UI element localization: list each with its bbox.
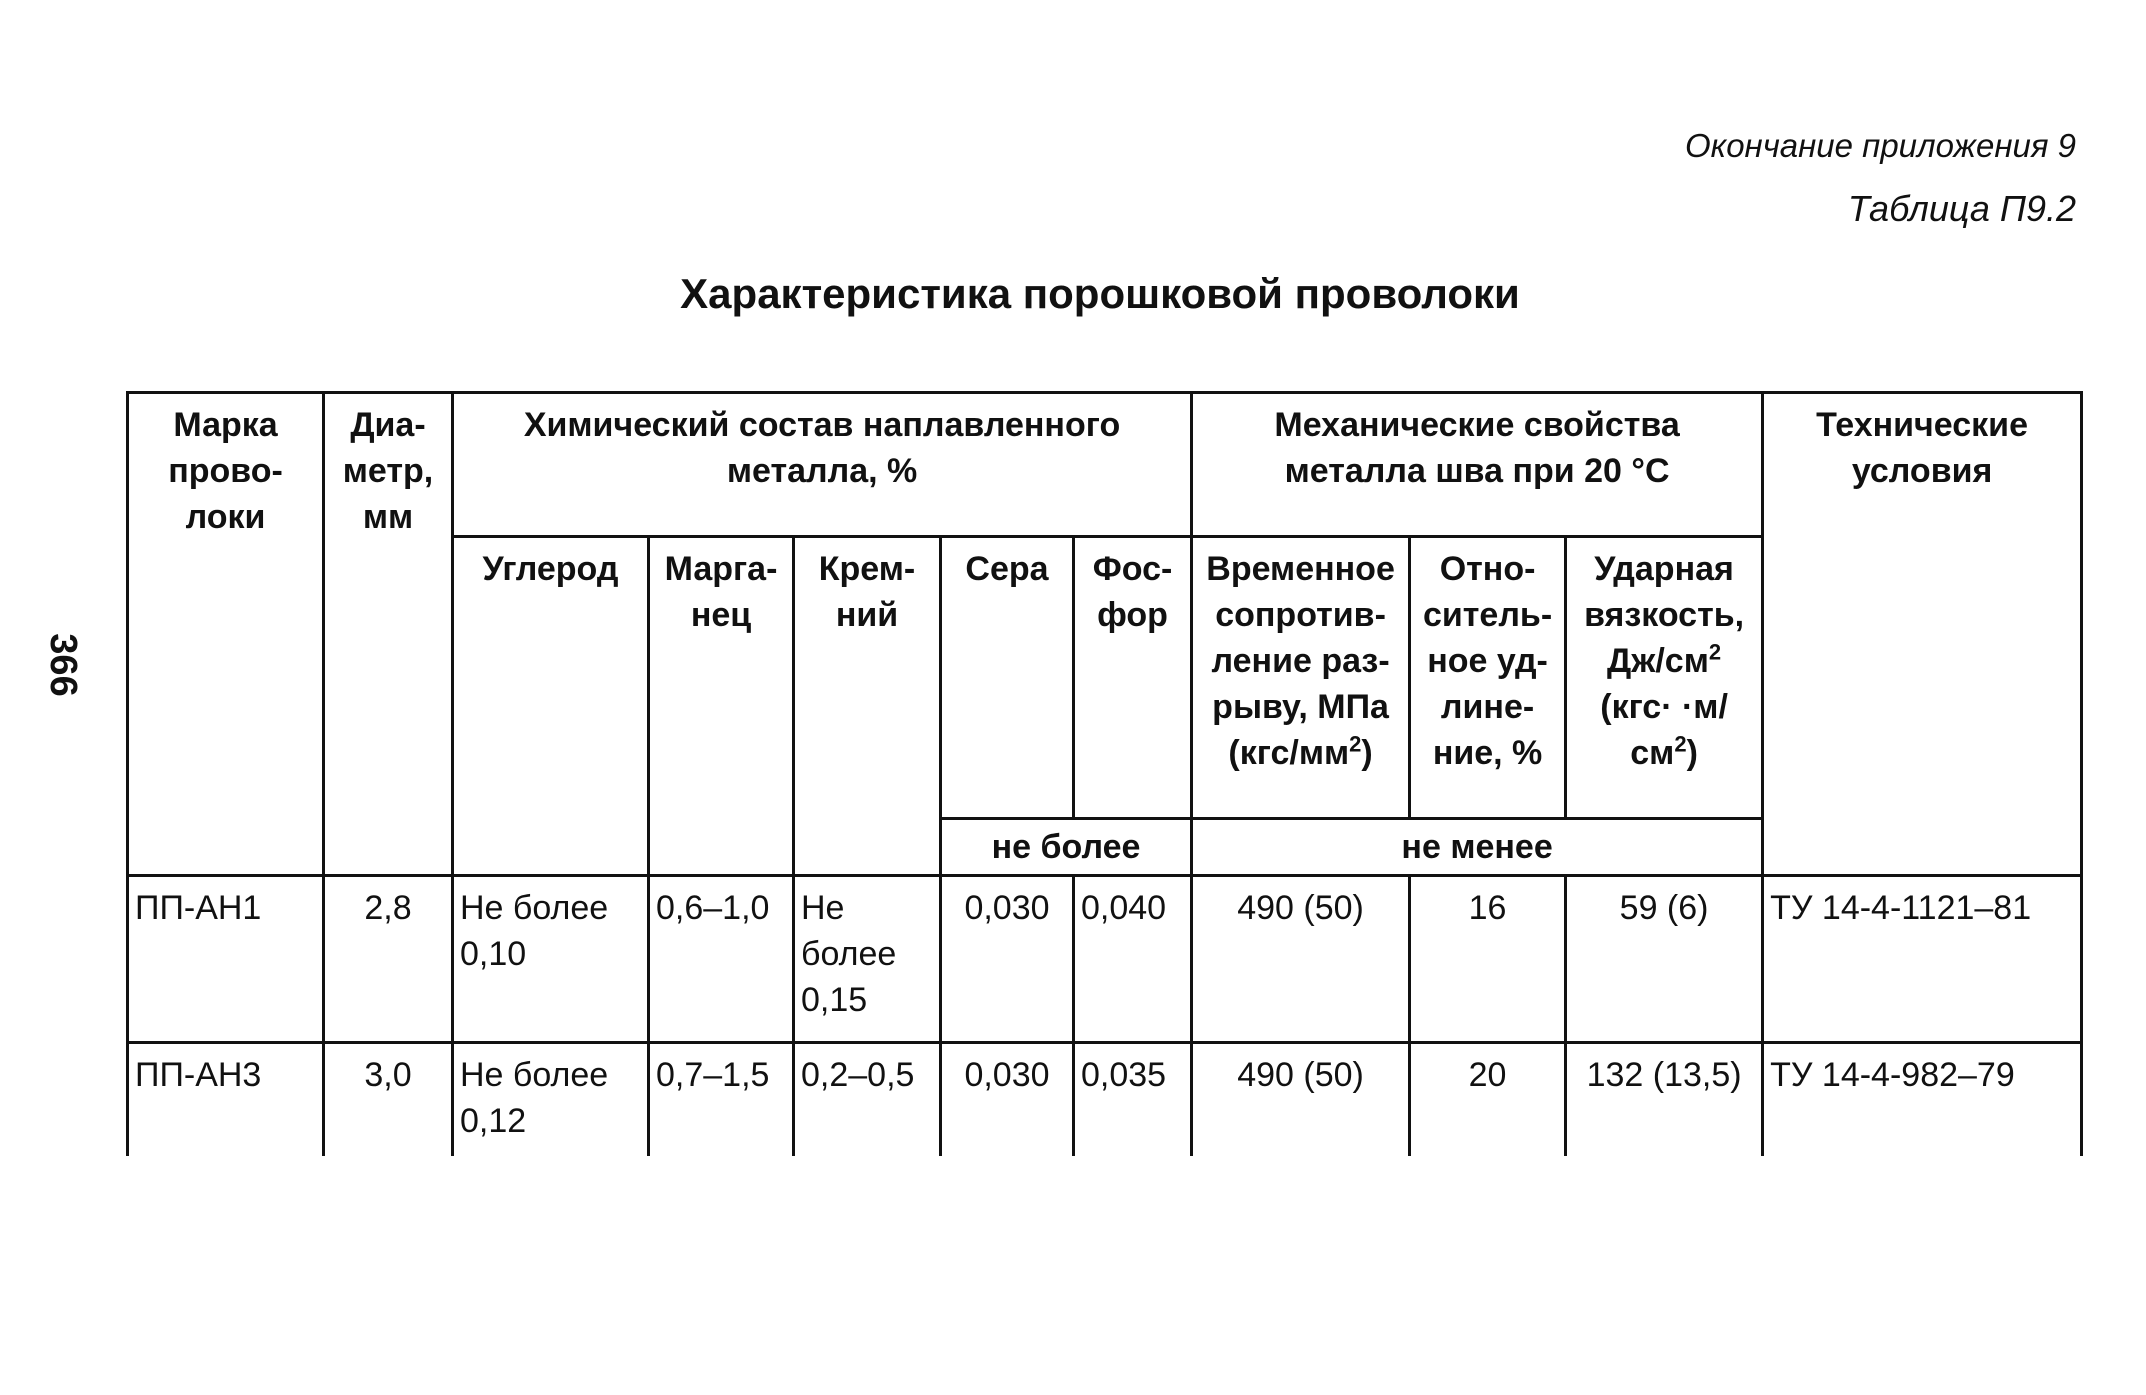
header-carbon: Углерод bbox=[453, 537, 649, 876]
cell-sulfur: 0,030 bbox=[941, 876, 1074, 1043]
header-mark: Марка прово-локи bbox=[128, 393, 324, 876]
cell-impact: 132 (13,5) bbox=[1566, 1043, 1763, 1157]
tensile-superscript: 2 bbox=[1349, 731, 1362, 757]
tensile-label-end: ) bbox=[1361, 734, 1373, 772]
cell-carbon: Не более 0,10 bbox=[453, 876, 649, 1043]
impact-label-end: ) bbox=[1686, 734, 1698, 772]
cell-manganese: 0,7–1,5 bbox=[649, 1043, 794, 1157]
cell-carbon: Не более 0,12 bbox=[453, 1043, 649, 1157]
impact-superscript-1: 2 bbox=[1708, 639, 1722, 665]
header-phosphorus: Фос-фор bbox=[1074, 537, 1192, 819]
header-manganese: Марга-нец bbox=[649, 537, 794, 876]
cell-manganese: 0,6–1,0 bbox=[649, 876, 794, 1043]
header-technical-conditions: Технические условия bbox=[1763, 393, 2082, 876]
header-not-less: не менее bbox=[1192, 819, 1763, 876]
header-tensile-strength bbox=[1192, 537, 1410, 819]
cell-tensile: 490 (50) bbox=[1192, 876, 1410, 1043]
header-chemical-composition: Химический состав наплавленного металла, % bbox=[453, 393, 1192, 537]
cell-mark: ПП-АН3 bbox=[128, 1043, 324, 1157]
cell-diameter: 3,0 bbox=[324, 1043, 453, 1157]
cell-silicon: Не более 0,15 bbox=[794, 876, 941, 1043]
table-row bbox=[128, 876, 2082, 1043]
cell-tech: ТУ 14-4-1121–81 bbox=[1763, 876, 2082, 1043]
impact-label: Ударная вязкость, Дж/см bbox=[1584, 550, 1745, 680]
cell-sulfur: 0,030 bbox=[941, 1043, 1074, 1157]
cell-mark: ПП-АН1 bbox=[128, 876, 324, 1043]
cell-elongation: 16 bbox=[1410, 876, 1566, 1043]
cell-silicon: 0,2–0,5 bbox=[794, 1043, 941, 1157]
table-row bbox=[128, 1043, 2082, 1157]
cell-elongation: 20 bbox=[1410, 1043, 1566, 1157]
header-impact-strength bbox=[1566, 537, 1763, 819]
table-number: Таблица П9.2 bbox=[1847, 188, 2076, 229]
page-number: 366 bbox=[42, 633, 84, 697]
header-elongation: Отно-ситель-ное уд-лине-ние, % bbox=[1410, 537, 1566, 819]
wire-characteristics-table bbox=[126, 391, 2083, 1156]
impact-label-mid: (кгс· ·м/см bbox=[1600, 688, 1728, 772]
header-not-more: не более bbox=[941, 819, 1192, 876]
header-row-main bbox=[128, 393, 2082, 537]
header-mechanical-properties: Механические свойства металла шва при 20 °С bbox=[1192, 393, 1763, 537]
impact-superscript-2: 2 bbox=[1674, 731, 1687, 757]
table-title: Характеристика порошковой проволоки bbox=[680, 270, 1520, 317]
cell-impact: 59 (6) bbox=[1566, 876, 1763, 1043]
cell-tech: ТУ 14-4-982–79 bbox=[1763, 1043, 2082, 1157]
header-sulfur: Сера bbox=[941, 537, 1074, 819]
header-silicon: Крем-ний bbox=[794, 537, 941, 876]
tensile-label: Временное сопротив-ление раз-рыву, МПа (кгс/мм bbox=[1206, 550, 1395, 772]
cell-phosphorus: 0,040 bbox=[1074, 876, 1192, 1043]
cell-phosphorus: 0,035 bbox=[1074, 1043, 1192, 1157]
cell-diameter: 2,8 bbox=[324, 876, 453, 1043]
continuation-label: Окончание приложения 9 bbox=[1684, 127, 2076, 164]
cell-tensile: 490 (50) bbox=[1192, 1043, 1410, 1157]
header-diameter: Диа-метр, мм bbox=[324, 393, 453, 876]
